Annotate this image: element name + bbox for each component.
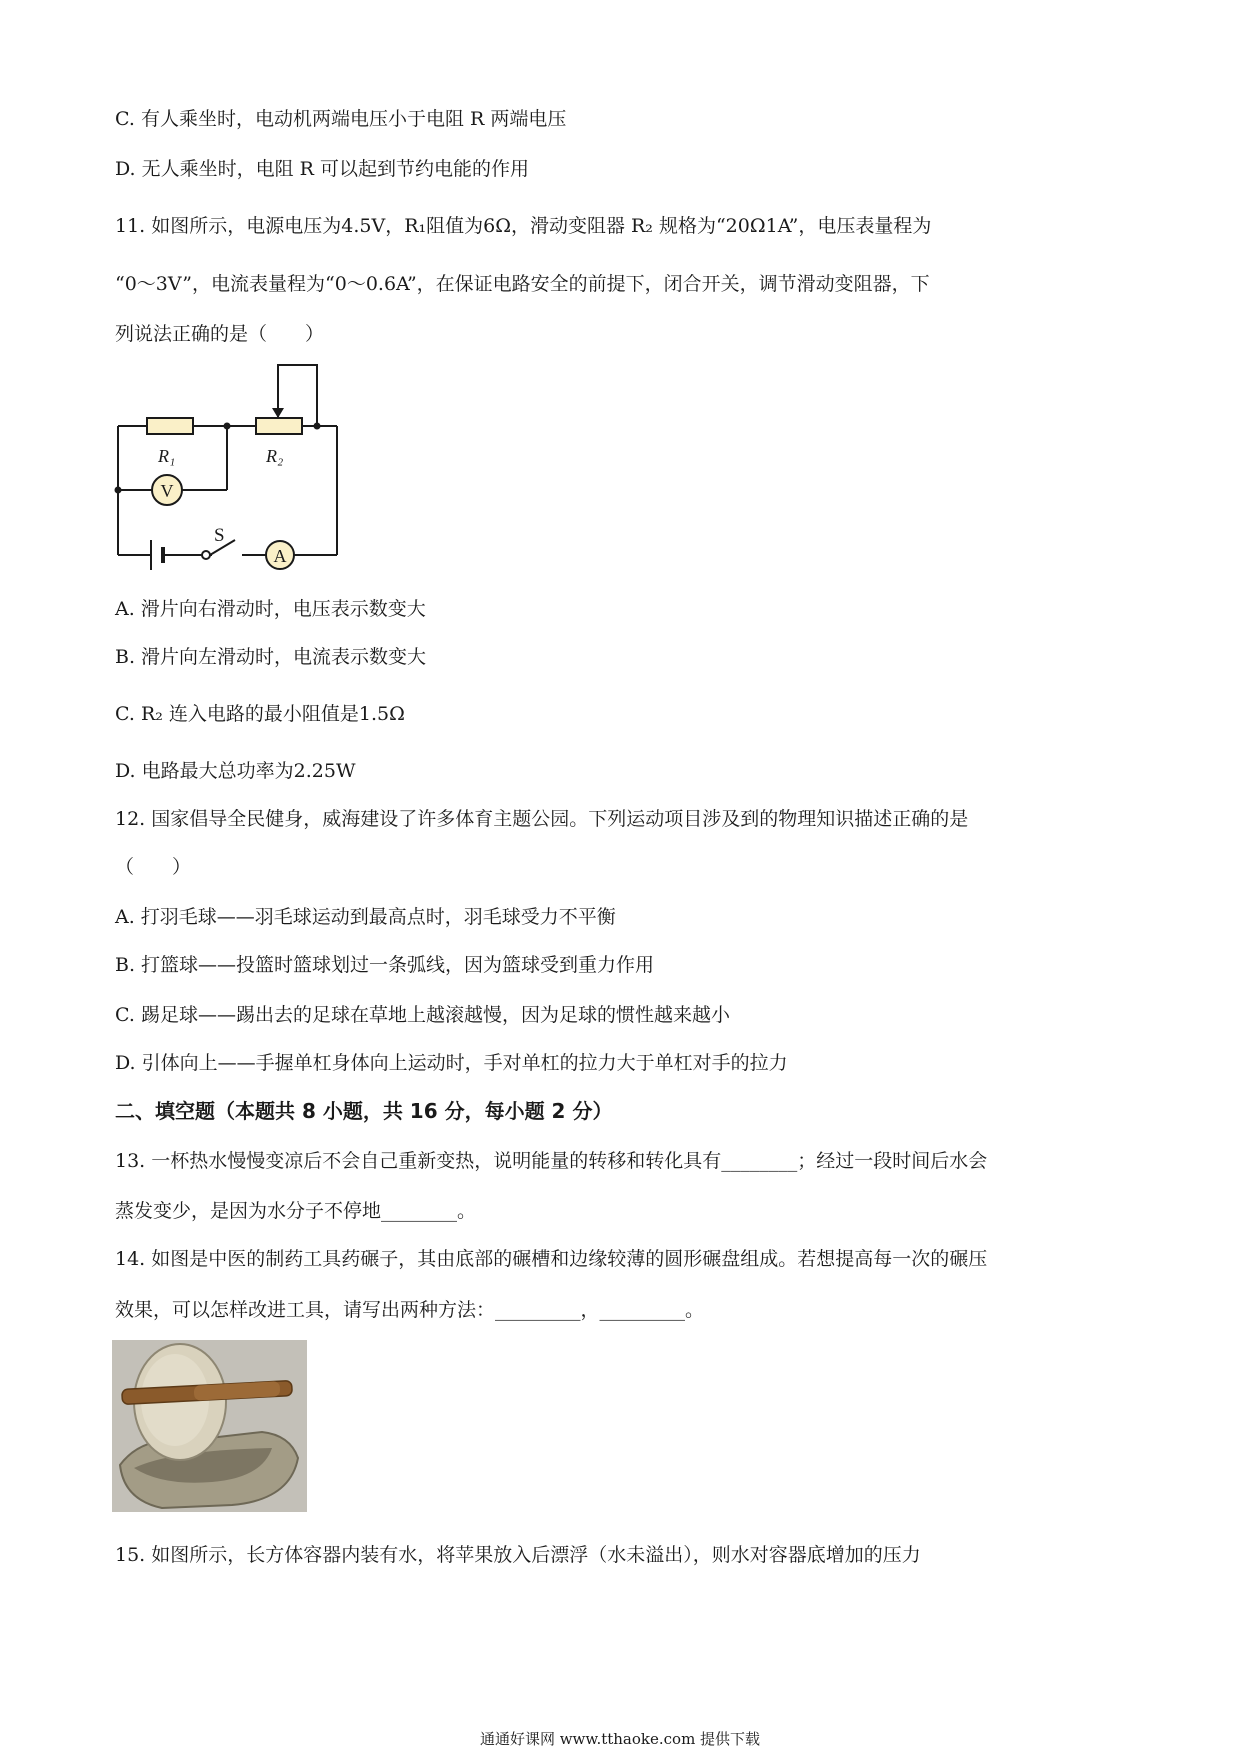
q12-stem-line-1: 12. 国家倡导全民健身，威海建设了许多体育主题公园。下列运动项目涉及到的物理知识描述正确的是: [115, 808, 969, 830]
q15-stem-line-1: 15. 如图所示，长方体容器内装有水，将苹果放入后漂浮（水未溢出），则水对容器底增加的压力: [115, 1544, 921, 1566]
medicine-grinder-photo: [112, 1340, 307, 1512]
voltmeter-label: V: [160, 481, 174, 501]
q11-option-a: A. 滑片向右滑动时，电压表示数变大: [115, 598, 426, 620]
junction-dot: [224, 423, 231, 430]
switch-contact: [202, 551, 210, 559]
section-heading-fill-in: 二、填空题（本题共 8 小题，共 16 分，每小题 2 分）: [115, 1099, 613, 1123]
q11-option-c: C. R₂ 连入电路的最小阻值是1.5Ω: [115, 703, 405, 725]
q12-stem-line-2: （ ）: [115, 856, 192, 878]
resistor-r1: [147, 418, 193, 434]
q12-option-c: C. 踢足球——踢出去的足球在草地上越滚越慢，因为足球的惯性越来越小: [115, 1004, 730, 1026]
q12-option-a: A. 打羽毛球——羽毛球运动到最高点时，羽毛球受力不平衡: [115, 906, 616, 928]
q11-stem-line-3: 列说法正确的是（ ）: [115, 323, 325, 345]
q11-option-b: B. 滑片向左滑动时，电流表示数变大: [115, 646, 427, 668]
r2-label: R₂: [266, 446, 284, 466]
r1-label: R₁: [158, 446, 176, 466]
q13-stem-line-2: 蒸发变少，是因为水分子不停地________。: [115, 1200, 477, 1222]
q11-stem-line-1: 11. 如图所示，电源电压为4.5V，R₁阻值为6Ω，滑动变阻器 R₂ 规格为“20Ω1A”，电压表量程为: [115, 215, 932, 237]
q14-stem-line-1: 14. 如图是中医的制药工具药碾子，其由底部的碾槽和边缘较薄的圆形碾盘组成。若想提高每一次的碾压: [115, 1248, 988, 1270]
q12-option-b: B. 打篮球——投篮时篮球划过一条弧线，因为篮球受到重力作用: [115, 954, 655, 976]
q10-option-d: D. 无人乘坐时，电阻 R 可以起到节约电能的作用: [115, 158, 530, 180]
ammeter-label: A: [273, 546, 287, 566]
q11-option-d: D. 电路最大总功率为2.25W: [115, 760, 356, 782]
circuit-diagram: [110, 360, 350, 575]
q14-stem-line-2: 效果，可以怎样改进工具，请写出两种方法：_________，_________。: [115, 1299, 705, 1321]
junction-dot: [314, 423, 321, 430]
switch-label: S: [214, 525, 225, 546]
rheostat-r2: [256, 418, 302, 434]
q13-stem-line-1: 13. 一杯热水慢慢变凉后不会自己重新变热，说明能量的转移和转化具有________；经过一段时间后水会: [115, 1150, 988, 1172]
junction-dot: [115, 487, 122, 494]
slider-arrow-icon: [272, 408, 284, 418]
page-footer: 通通好课网 www.tthaoke.com 提供下载: [479, 1730, 761, 1748]
q10-option-c: C. 有人乘坐时，电动机两端电压小于电阻 R 两端电压: [115, 108, 567, 130]
q11-stem-line-2: “0～3V”，电流表量程为“0～0.6A”，在保证电路安全的前提下，闭合开关，调节滑动变阻器，下: [115, 273, 930, 295]
q12-option-d: D. 引体向上——手握单杠身体向上运动时，手对单杠的拉力大于单杠对手的拉力: [115, 1052, 788, 1074]
